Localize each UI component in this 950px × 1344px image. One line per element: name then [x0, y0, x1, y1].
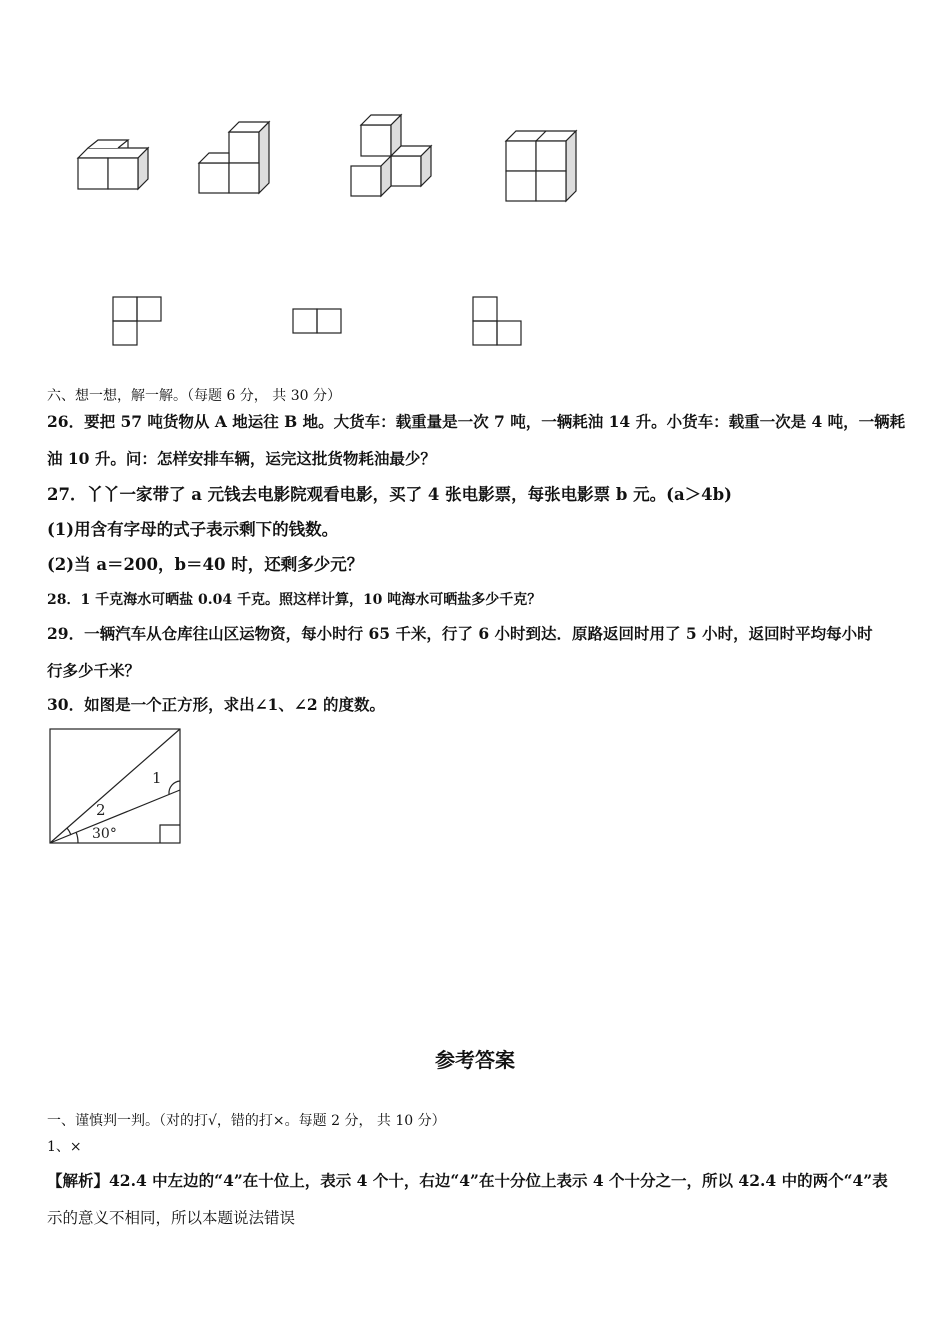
question-30: 30．如图是一个正方形，求出∠1、∠2 的度数。	[47, 695, 386, 714]
question-27-line1: 27．丫丫一家带了 a 元钱去电影院观看电影，买了 4 张电影票，每张电影票 b 元。(a＞4b)	[47, 485, 732, 504]
angle-2-label: 2	[96, 801, 106, 819]
question-27-part2: (2)当 a＝200，b＝40 时，还剩多少元？	[47, 555, 364, 574]
square-angle-figure	[48, 727, 184, 847]
question-27-part1: (1)用含有字母的式子表示剩下的钱数。	[47, 520, 339, 539]
question-26-line2: 油 10 升。问：怎样安排车辆，运完这批货物耗油最少？	[47, 449, 436, 468]
view-shape-2	[292, 308, 344, 336]
question-26-line1: 26．要把 57 吨货物从 A 地运往 B 地。大货车：载重量是一次 7 吨，一辆耗油 14 升。小货车：载重一次是 4 吨，一辆耗	[47, 412, 906, 431]
view-shape-1	[112, 296, 164, 348]
question-29-line1: 29．一辆汽车从仓库往山区运物资，每小时行 65 千米，行了 6 小时到达．原路返回时用了 5 小时，返回时平均每小时	[47, 624, 873, 643]
view-shape-3	[472, 296, 524, 348]
question-29-line2: 行多少千米？	[47, 661, 141, 680]
section-heading: 六、想一想，解一解。（每题 6 分， 共 30 分）	[47, 388, 341, 404]
answers-section1-heading: 一、谨慎判一判。（对的打√，错的打×。每题 2 分， 共 10 分）	[47, 1113, 446, 1129]
angle-1-label: 1	[152, 769, 162, 787]
cube-figure-1	[75, 138, 155, 194]
answer-item-1: 1、×	[47, 1139, 82, 1155]
analysis-line1: 【解析】42.4 中左边的“4”在十位上，表示 4 个十，右边“4”在十分位上表示 4 个十分之一，所以 42.4 中的两个“4”表	[47, 1171, 888, 1190]
cube-figure-3	[348, 113, 436, 199]
cube-figure-4	[503, 128, 581, 206]
question-28: 28．1 千克海水可晒盐 0.04 千克。照这样计算，10 吨海水可晒盐多少千克？	[47, 592, 542, 608]
angle-30-label: 30°	[92, 826, 117, 842]
cube-figure-2	[196, 120, 276, 196]
analysis-line2: 示的意义不相同，所以本题说法错误	[47, 1209, 296, 1227]
answers-title: 参考答案	[435, 1048, 515, 1072]
